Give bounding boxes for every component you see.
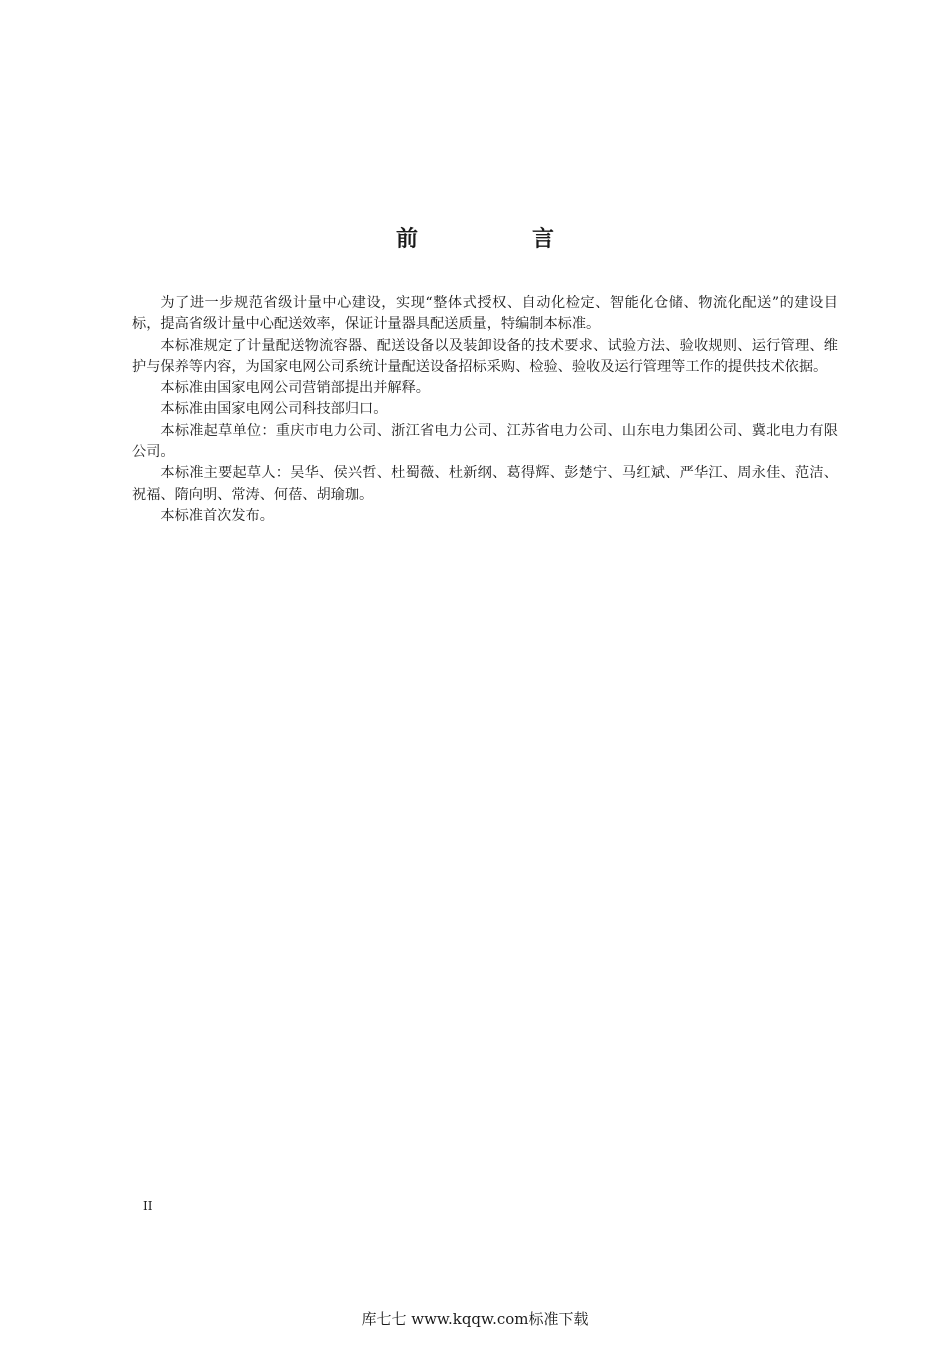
paragraph-proposer: 本标准由国家电网公司营销部提出并解释。 (160, 380, 430, 397)
paragraph-drafting-units: 本标准起草单位：重庆市电力公司、浙江省电力公司、江苏省电力公司、山东电力集团公司、冀北电力有限公司。 (132, 422, 838, 461)
page-title: 前 言 (395, 227, 600, 252)
footer-watermark: 库七七 www.kqqw.com标准下载 (361, 1310, 589, 1328)
paragraph-administrator: 本标准由国家电网公司科技部归口。 (160, 401, 388, 418)
paragraph-first-release: 本标准首次发布。 (160, 507, 274, 524)
paragraph-purpose: 为了进一步规范省级计量中心建设，实现“整体式授权、自动化检定、智能化仓储、物流化配送”的建设目标，提高省级计量中心配送效率，保证计量器具配送质量，特编制本标准。 (132, 295, 838, 333)
paragraph-drafters: 本标准主要起草人：吴华、侯兴哲、杜蜀薇、杜新纲、葛得辉、彭楚宁、马红斌、严华江、周永佳、范洁、祝福、隋向明、常涛、何蓓、胡瑜珈。 (132, 465, 838, 503)
paragraph-scope: 本标准规定了计量配送物流容器、配送设备以及装卸设备的技术要求、试验方法、验收规则、运行管理、维护与保养等内容，为国家电网公司系统计量配送设备招标采购、检验、验收及运行管理等工作的提供技术依据。 (132, 337, 838, 375)
foreword-body (132, 293, 838, 527)
page-number: II (143, 1199, 153, 1213)
